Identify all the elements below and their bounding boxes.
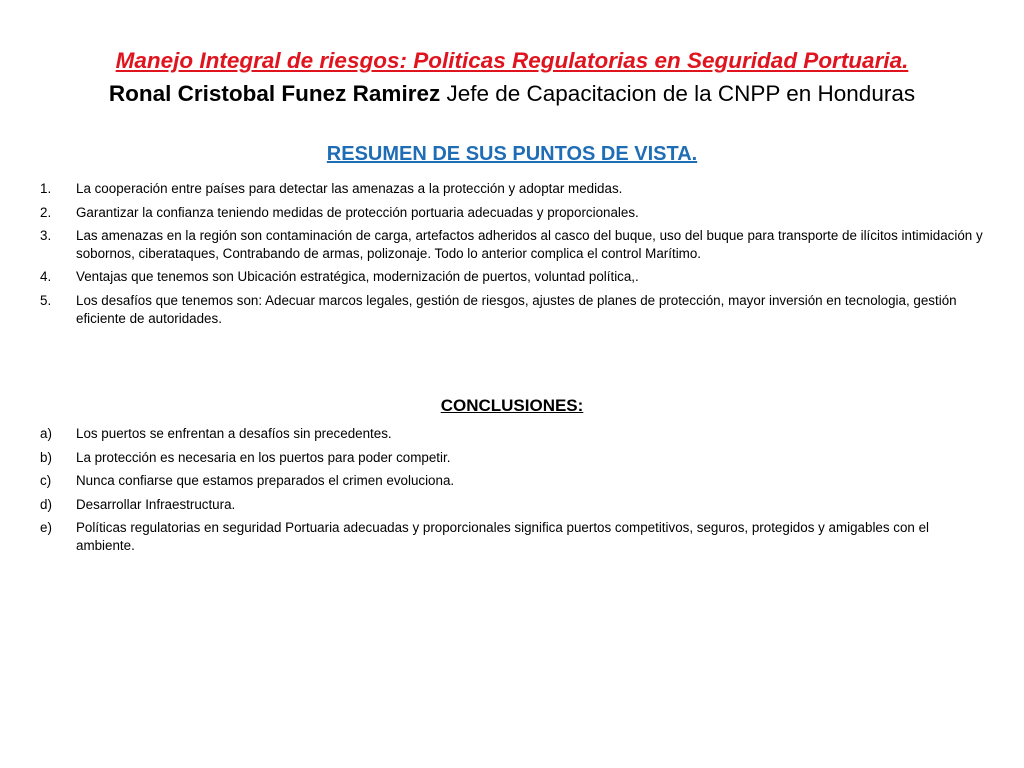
list-item [40, 180, 985, 198]
slide-subtitle [40, 77, 984, 110]
list-item-text: La protección es necesaria en los puertos para poder competir. [76, 449, 451, 465]
list-marker: 3. [40, 228, 52, 244]
list-marker: 1. [40, 181, 52, 196]
list-item-text: Desarrollar Infraestructura. [76, 496, 236, 512]
list-item [40, 519, 985, 554]
list-marker: 4. [40, 269, 52, 285]
list-item-text: Políticas regulatorias en seguridad Portuaria adecuadas y proporcionales significa puertos competitivos, seguros, protegidos y amigables con el ambiente. [76, 520, 930, 553]
list-item-text: Los puertos se enfrentan a desafíos sin precedentes. [76, 426, 392, 441]
list-item-text: La cooperación entre países para detectar las amenazas a la protección y adoptar medidas. [76, 181, 623, 196]
conclusions-heading: CONCLUSIONES: [440, 396, 584, 415]
list-marker: c) [40, 473, 52, 489]
list-marker: e) [40, 520, 52, 536]
list-item-text: Las amenazas en la región son contaminación de carga, artefactos adheridos al casco del buque, uso del buque para transporte de ilícitos intimidación y sobornos, ciberataques, Contrabando de armas, polizonaje. Todo lo anterior complica el control Marítimo. [76, 228, 983, 261]
list-item [40, 268, 985, 286]
list-item [40, 496, 985, 514]
list-item [40, 292, 985, 327]
title-block [40, 44, 984, 110]
presenter-role: Jefe de Capacitacion de la CNPP en Honduras [440, 81, 916, 106]
list-marker: 5. [40, 292, 52, 308]
presenter-name: Ronal Cristobal Funez Ramirez [108, 81, 441, 106]
conclusions-list [40, 425, 985, 561]
list-item [40, 204, 985, 222]
list-marker: b) [40, 449, 52, 465]
summary-list [40, 180, 985, 333]
list-item-text: Nunca confiarse que estamos preparados el crimen evoluciona. [76, 473, 455, 489]
list-item-text: Los desafíos que tenemos son: Adecuar marcos legales, gestión de riesgos, ajustes de planes de protección, mayor inversión en tecnologia, gestión eficiente de autoridades. [76, 292, 957, 326]
list-marker: 2. [40, 204, 52, 220]
list-marker: a) [40, 426, 52, 441]
list-item [40, 449, 985, 467]
list-item [40, 425, 985, 443]
list-item-text: Garantizar la confianza teniendo medidas de protección portuaria adecuadas y proporcionales. [76, 204, 639, 220]
list-item [40, 472, 985, 490]
summary-heading: RESUMEN DE SUS PUNTOS DE VISTA. [326, 143, 698, 165]
list-item-text: Ventajas que tenemos son Ubicación estratégica, modernización de puertos, voluntad política,. [76, 269, 639, 285]
slide-title: Manejo Integral de riesgos: Politicas Regulatorias en Seguridad Portuaria. [115, 48, 909, 73]
list-item [40, 227, 985, 262]
list-marker: d) [40, 496, 52, 512]
